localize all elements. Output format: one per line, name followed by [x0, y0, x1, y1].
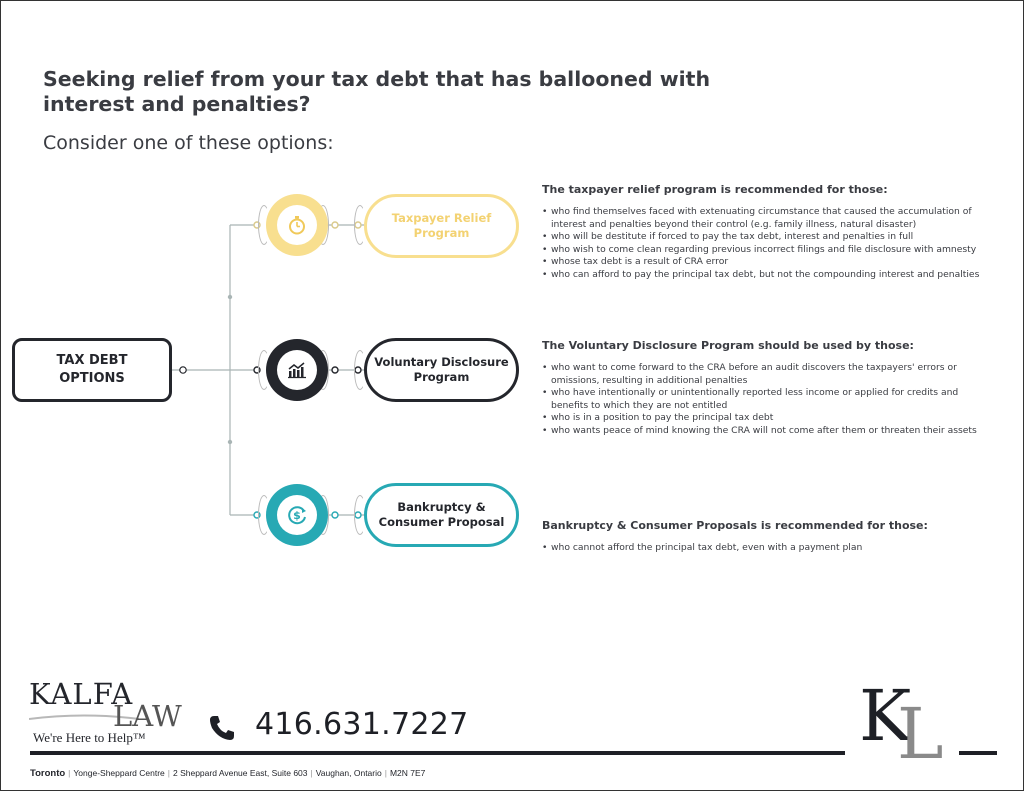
option-label-line1: Bankruptcy &: [397, 500, 486, 514]
option-pill-voluntary-disclosure: [364, 338, 519, 402]
option-circle-taxpayer-relief: [266, 194, 328, 256]
separator: |: [310, 768, 313, 778]
section-heading: The taxpayer relief program is recommended for those:: [542, 183, 888, 196]
option-label-line2: Program: [413, 226, 470, 240]
headline: Seeking relief from your tax debt that has ballooned with interest and penalties?: [43, 67, 711, 116]
section-bankruptcy: [542, 519, 982, 555]
section-heading: Bankruptcy & Consumer Proposals is recommended for those:: [542, 519, 928, 532]
kl-monogram: [859, 675, 949, 775]
footer-rule: [30, 751, 845, 755]
main-box-line1: TAX DEBT: [56, 353, 128, 368]
section-list: [542, 542, 982, 555]
section-voluntary-disclosure: [542, 339, 982, 437]
list-item: • who wants peace of mind knowing the CRA will not come after them or threaten their assets: [542, 425, 982, 438]
option-circle-voluntary-disclosure: [266, 339, 328, 401]
svg-text:$: $: [293, 509, 301, 522]
list-item: • whose tax debt is a result of CRA error: [542, 256, 982, 269]
dollar-cycle-icon: [285, 503, 309, 527]
phone-number: 416.631.7227: [255, 707, 469, 742]
footer-rule-right: [959, 751, 997, 755]
subhead: Consider one of these options:: [43, 132, 334, 154]
separator: |: [167, 768, 170, 778]
kalfa-law-logo: [29, 677, 189, 747]
section-taxpayer-relief: [542, 183, 982, 281]
option-pill-taxpayer-relief: [364, 194, 519, 258]
address-part: M2N 7E7: [389, 768, 426, 778]
list-item: • who want to come forward to the CRA before an audit discovers the taxpayers' errors or omissions, resulting in additional penalties: [542, 362, 982, 387]
section-heading: The Voluntary Disclosure Program should be used by those:: [542, 339, 914, 352]
section-list: [542, 206, 982, 281]
option-label-line1: Voluntary Disclosure: [374, 355, 509, 369]
list-item: • who can afford to pay the principal tax debt, but not the compounding interest and penalties: [542, 269, 982, 282]
option-label-line2: Program: [413, 370, 470, 384]
main-box-line2: OPTIONS: [59, 371, 125, 386]
address-part: Yonge-Sheppard Centre: [73, 768, 165, 778]
list-item: • who cannot afford the principal tax debt, even with a payment plan: [542, 542, 982, 555]
section-list: [542, 362, 982, 437]
stopwatch-icon: [286, 214, 308, 236]
separator: |: [384, 768, 387, 778]
address-city: Toronto: [30, 768, 66, 779]
monogram-k: K: [859, 675, 912, 757]
option-label-line2: Consumer Proposal: [378, 515, 505, 529]
phone-icon: [207, 713, 237, 743]
tax-debt-options-box: [12, 338, 172, 402]
option-circle-bankruptcy: [266, 484, 328, 546]
option-label-line1: Taxpayer Relief: [391, 211, 492, 225]
address-part: 2 Sheppard Avenue East, Suite 603: [172, 768, 308, 778]
address-part: Vaughan, Ontario: [315, 768, 382, 778]
address-line: [30, 768, 425, 779]
logo-tagline: We're Here to Help™: [33, 730, 146, 745]
separator: |: [68, 768, 71, 778]
logo-law-text: LAW: [113, 699, 182, 733]
list-item: • who have intentionally or unintentionally reported less income or applied for credits and benefits to which they are not entitled: [542, 387, 982, 412]
list-item: • who wish to come clean regarding previous incorrect filings and file disclosure with amnesty: [542, 244, 982, 257]
logo-kalfa-text: KALFA: [29, 677, 134, 711]
list-item: • who is in a position to pay the principal tax debt: [542, 412, 982, 425]
list-item: • who will be destitute if forced to pay the tax debt, interest and penalties in full: [542, 231, 982, 244]
list-item: • who find themselves faced with extenuating circumstance that caused the accumulation of interest and penalties beyond their control (e.g. family illness, natural disaster): [542, 206, 982, 231]
monogram-l: L: [897, 693, 944, 775]
chart-icon: [286, 359, 308, 381]
option-pill-bankruptcy: [364, 483, 519, 547]
